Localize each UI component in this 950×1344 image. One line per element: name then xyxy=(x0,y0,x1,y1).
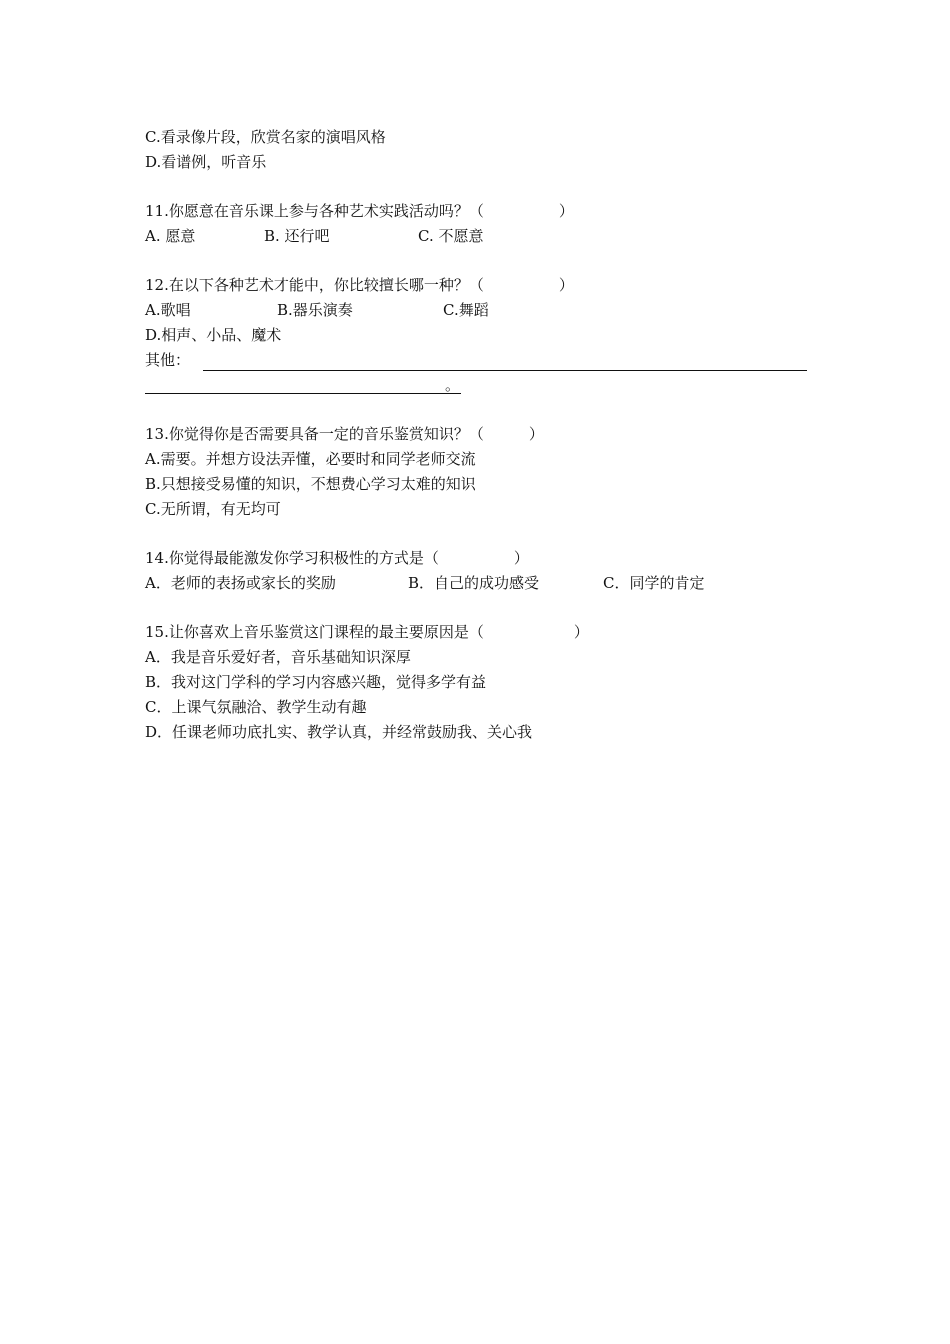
q12-other-blank-line-2[interactable] xyxy=(145,393,461,394)
q14-option-c: C．同学的肯定 xyxy=(603,574,705,592)
q14-question: 14.你觉得最能激发你学习积极性的方式是（ ） xyxy=(145,549,529,567)
q12-options xyxy=(145,298,825,323)
q11-option-a: A. 愿意 xyxy=(145,227,196,245)
q12-other-label: 其他： xyxy=(145,351,191,369)
q11-options xyxy=(145,224,825,249)
q11-option-c: C. 不愿意 xyxy=(418,227,484,245)
q12-other-end-mark: 。 xyxy=(445,376,461,394)
q13-option-c: C.无所谓，有无均可 xyxy=(145,500,281,518)
q14-option-a: A．老师的表扬或家长的奖励 xyxy=(145,574,336,592)
q13-option-a: A.需要。并想方设法弄懂，必要时和同学老师交流 xyxy=(145,450,476,468)
q15-option-a: A．我是音乐爱好者，音乐基础知识深厚 xyxy=(145,648,411,666)
q12-option-c: C.舞蹈 xyxy=(443,301,489,319)
q12-option-d: D.相声、小品、魔术 xyxy=(145,326,282,344)
q13-option-b: B.只想接受易懂的知识，不想费心学习太难的知识 xyxy=(145,475,476,493)
q12-other-row xyxy=(145,348,825,373)
q15-option-b: B．我对这门学科的学习内容感兴趣，觉得多学有益 xyxy=(145,673,487,691)
q12-option-b: B.器乐演奏 xyxy=(277,301,353,319)
q15-option-d: D．任课老师功底扎实、教学认真，并经常鼓励我、关心我 xyxy=(145,723,533,741)
q14-options xyxy=(145,571,825,596)
q12-other-row-2 xyxy=(145,373,825,398)
q14-option-b: B．自己的成功感受 xyxy=(408,574,540,592)
q10-option-c: C.看录像片段，欣赏名家的演唱风格 xyxy=(145,128,386,146)
q12-question: 12.在以下各种艺术才能中，你比较擅长哪一种？（ ） xyxy=(145,276,574,294)
q13-question: 13.你觉得你是否需要具备一定的音乐鉴赏知识？（ ） xyxy=(145,425,544,443)
q15-question: 15.让你喜欢上音乐鉴赏这门课程的最主要原因是（ ） xyxy=(145,623,589,641)
document-page xyxy=(145,125,825,745)
q12-option-a: A.歌唱 xyxy=(145,301,191,319)
q10-option-d: D.看谱例，听音乐 xyxy=(145,153,267,171)
q11-question: 11.你愿意在音乐课上参与各种艺术实践活动吗？（ ） xyxy=(145,202,574,220)
q11-option-b: B. 还行吧 xyxy=(264,227,330,245)
q12-other-blank-line[interactable] xyxy=(203,370,807,371)
q15-option-c: C．上课气氛融洽、教学生动有趣 xyxy=(145,698,367,716)
